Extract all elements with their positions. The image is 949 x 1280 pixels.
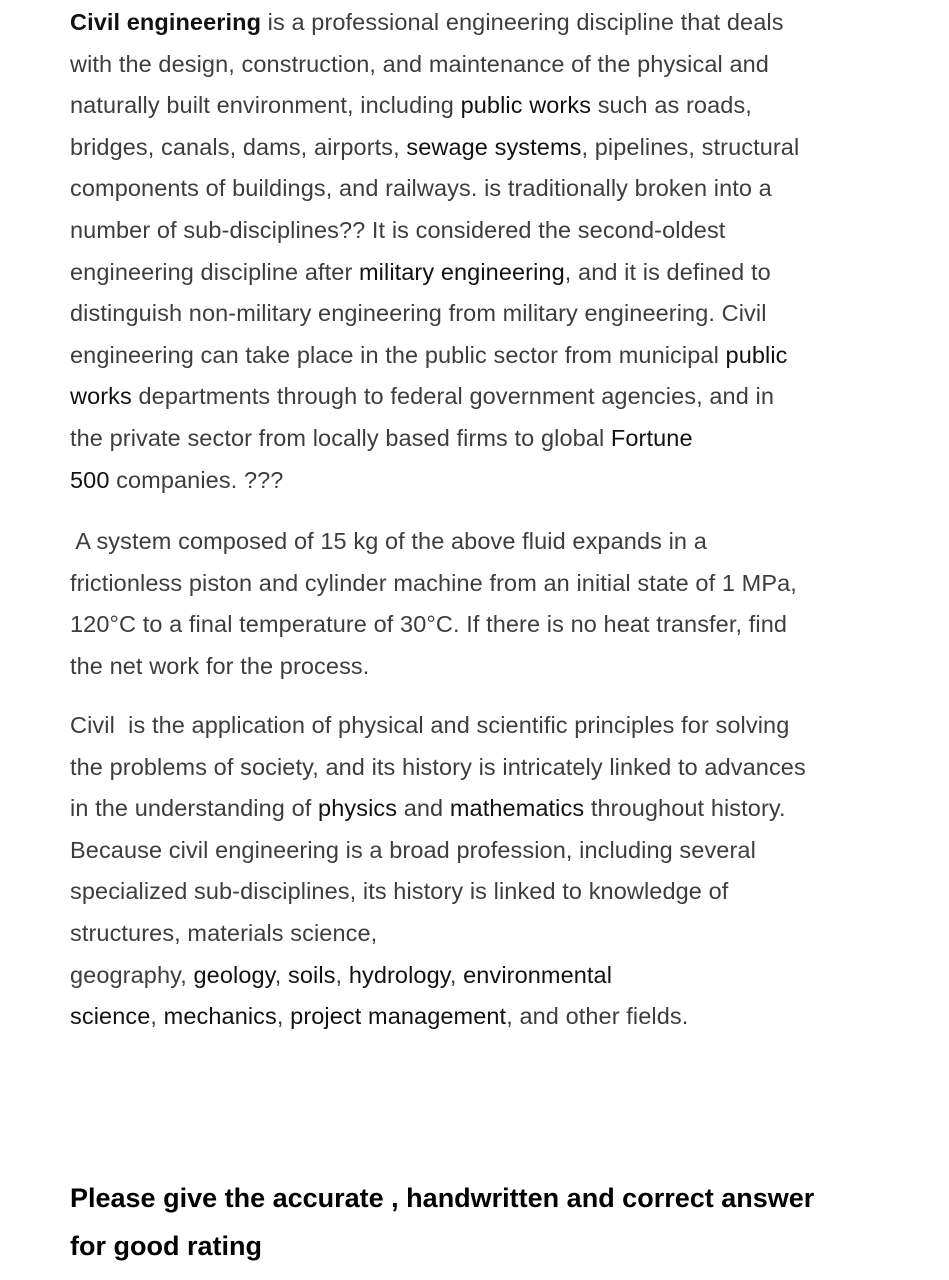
answer-request-note xyxy=(70,1174,814,1270)
text-line xyxy=(70,168,799,210)
text-line: for good rating xyxy=(70,1231,262,1261)
text-run: Because civil engineering is a broad profession, including several xyxy=(70,836,756,863)
link-public-works: public works xyxy=(460,92,592,119)
link-project-management: project management xyxy=(290,1003,507,1030)
link-mechanics: mechanics xyxy=(163,1003,277,1030)
text-line xyxy=(70,210,799,252)
paragraph-thermodynamics-problem xyxy=(70,521,797,687)
link-hydrology: hydrology xyxy=(348,961,450,988)
text-line xyxy=(70,705,806,747)
text-run: the private sector from locally based firms to global xyxy=(70,424,611,451)
text-run: such as roads, xyxy=(591,92,752,119)
text-line xyxy=(70,293,799,335)
link-sewage-systems: sewage systems xyxy=(406,133,582,160)
text-line xyxy=(70,871,806,913)
text-run: bridges, canals, dams, airports, xyxy=(70,133,407,160)
text-run: , xyxy=(449,961,464,988)
text-line xyxy=(70,955,806,997)
link-geology: geology xyxy=(193,961,275,988)
text-line xyxy=(70,252,799,294)
text-line xyxy=(70,747,806,789)
link-military-engineering: military engineering xyxy=(359,258,565,285)
text-run: companies. ??? xyxy=(109,466,284,493)
link-environmental-science: environmental xyxy=(463,961,613,988)
link-public-works-departments: public xyxy=(725,341,788,368)
text-run: naturally built environment, including xyxy=(70,92,461,119)
link-environmental-science-cont: science xyxy=(70,1003,151,1030)
text-run: departments through to federal government agencies, and in xyxy=(131,383,774,410)
text-line xyxy=(70,127,799,169)
text-run: , xyxy=(274,961,289,988)
text-line: A system composed of 15 kg of the above fluid expands in a xyxy=(70,528,707,554)
text-run: , xyxy=(335,961,349,988)
text-line xyxy=(70,2,799,44)
text-line xyxy=(70,913,806,955)
text-line: 120°C to a final temperature of 30°C. If there is no heat transfer, find xyxy=(70,611,788,638)
text-run: engineering discipline after xyxy=(70,258,359,285)
paragraph-civil-history xyxy=(70,705,806,1038)
text-run: in the understanding of xyxy=(70,795,319,822)
text-line xyxy=(70,376,799,418)
text-line xyxy=(70,788,806,830)
text-line xyxy=(70,830,806,872)
text-run: engineering can take place in the public sector from municipal xyxy=(70,341,726,368)
text-run: throughout history. xyxy=(584,795,786,822)
text-run: distinguish non-military engineering from military engineering. Civil xyxy=(70,300,767,327)
text-run: structures, materials science, xyxy=(70,919,378,946)
text-line: frictionless piston and cylinder machine from an initial state of 1 MPa, xyxy=(70,569,797,596)
text-line xyxy=(70,44,799,86)
link-fortune-500-cont: 500 xyxy=(70,466,110,493)
text-run: , xyxy=(276,1003,291,1030)
text-run: components of buildings, and railways. is traditionally broken into a xyxy=(70,175,772,202)
link-fortune-500: Fortune xyxy=(610,424,693,451)
text-line xyxy=(70,335,799,377)
link-mathematics: mathematics xyxy=(449,795,585,822)
text-run: is a professional engineering discipline that deals xyxy=(261,9,784,35)
text-line: the net work for the process. xyxy=(70,652,370,679)
text-run: specialized sub-disciplines, its history is linked to knowledge of xyxy=(70,878,729,905)
text-line xyxy=(70,418,799,460)
text-run: , and other fields. xyxy=(506,1003,689,1030)
text-run: the problems of society, and its history is intricately linked to advances xyxy=(70,753,806,780)
text-run: , xyxy=(150,1003,164,1030)
link-physics: physics xyxy=(318,795,398,822)
text-run: geography, xyxy=(70,961,194,988)
link-soils: soils xyxy=(288,961,336,988)
text-line: Please give the accurate , handwritten and correct answer xyxy=(70,1183,815,1213)
text-run: , and it is defined to xyxy=(564,258,771,285)
text-run: and xyxy=(397,795,450,822)
text-run: , pipelines, structural xyxy=(581,133,800,160)
text-line xyxy=(70,996,806,1038)
text-line xyxy=(70,85,799,127)
text-line xyxy=(70,460,799,502)
text-run: Civil is the application of physical and scientific principles for solving xyxy=(70,712,790,738)
text-run: with the design, construction, and maintenance of the physical and xyxy=(70,50,769,77)
term-civil-engineering: Civil engineering xyxy=(70,9,262,35)
paragraph-civil-engineering-intro xyxy=(70,2,799,501)
link-public-works-departments-cont: works xyxy=(70,383,132,410)
text-run: number of sub-disciplines?? It is considered the second-oldest xyxy=(70,216,726,243)
